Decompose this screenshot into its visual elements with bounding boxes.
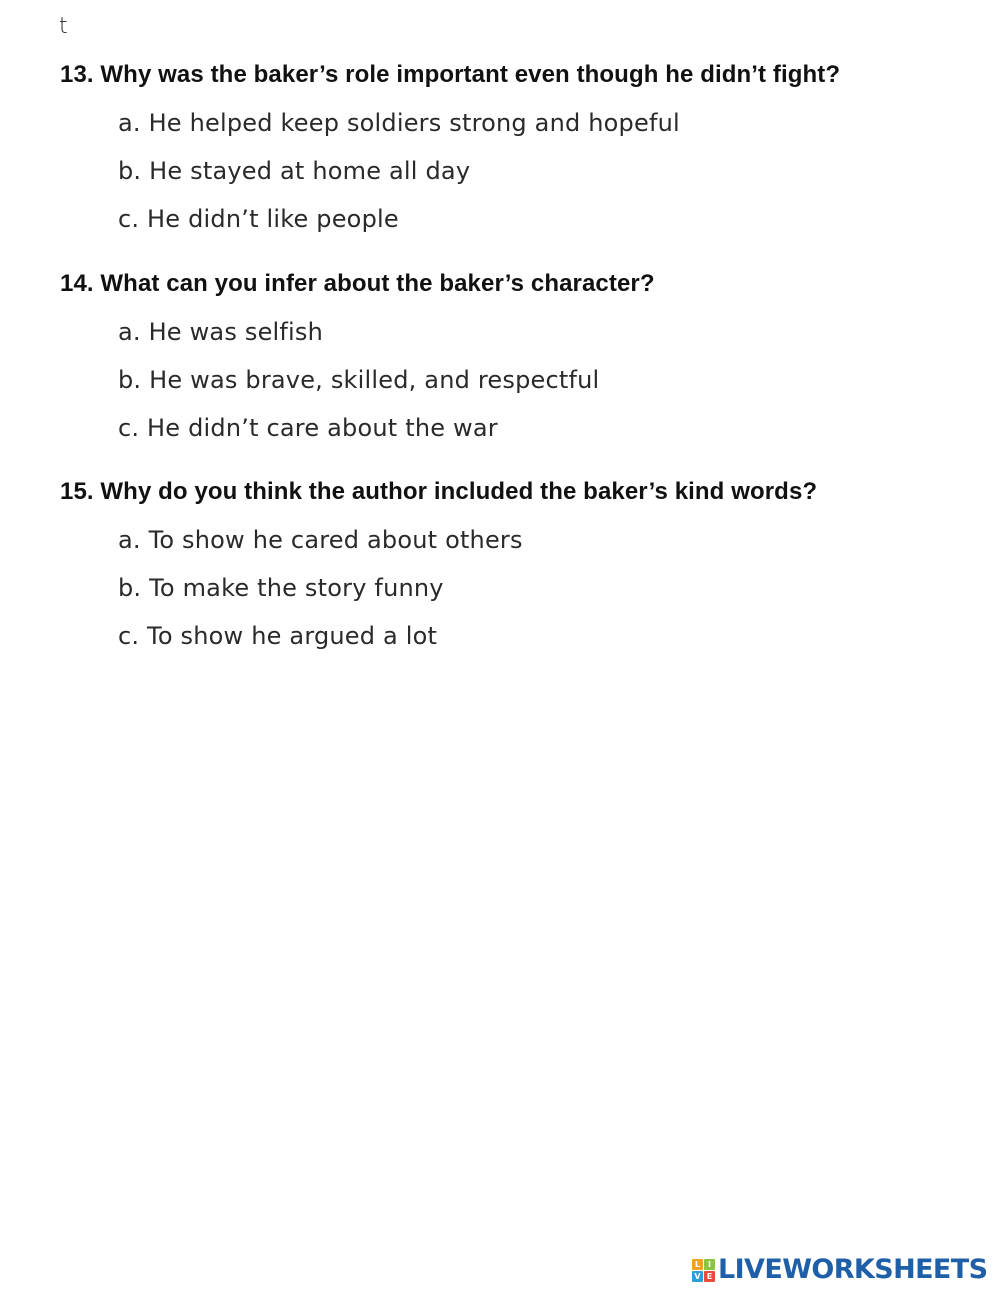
question-15: 15. Why do you think the author included the baker’s kind words? xyxy=(60,478,818,505)
question-14: 14. What can you infer about the baker’s character? xyxy=(60,270,655,297)
logo-text: LIVEWORKSHEETS xyxy=(718,1254,988,1285)
question-13: 13. Why was the baker’s role important even though he didn’t fight? xyxy=(60,61,841,88)
question-15-option-a[interactable]: a. To show he cared about others xyxy=(118,526,523,554)
question-14-option-c[interactable]: c. He didn’t care about the war xyxy=(118,414,498,442)
question-13-option-a[interactable]: a. He helped keep soldiers strong and hopeful xyxy=(118,109,680,137)
logo-mark-cell: V xyxy=(692,1271,703,1282)
logo-mark-cell: L xyxy=(692,1259,703,1270)
question-15-option-c[interactable]: c. To show he argued a lot xyxy=(118,622,438,650)
question-14-option-a[interactable]: a. He was selfish xyxy=(118,318,324,346)
logo-mark-cell: E xyxy=(704,1271,715,1282)
logo-mark-icon xyxy=(692,1259,715,1282)
question-13-option-b[interactable]: b. He stayed at home all day xyxy=(118,157,471,185)
stray-mark: t xyxy=(59,14,68,39)
question-14-option-b[interactable]: b. He was brave, skilled, and respectful xyxy=(118,366,600,394)
question-15-option-b[interactable]: b. To make the story funny xyxy=(118,574,444,602)
question-13-option-c[interactable]: c. He didn’t like people xyxy=(118,205,399,233)
logo-mark-cell: I xyxy=(704,1259,715,1270)
liveworksheets-logo xyxy=(692,1253,987,1287)
